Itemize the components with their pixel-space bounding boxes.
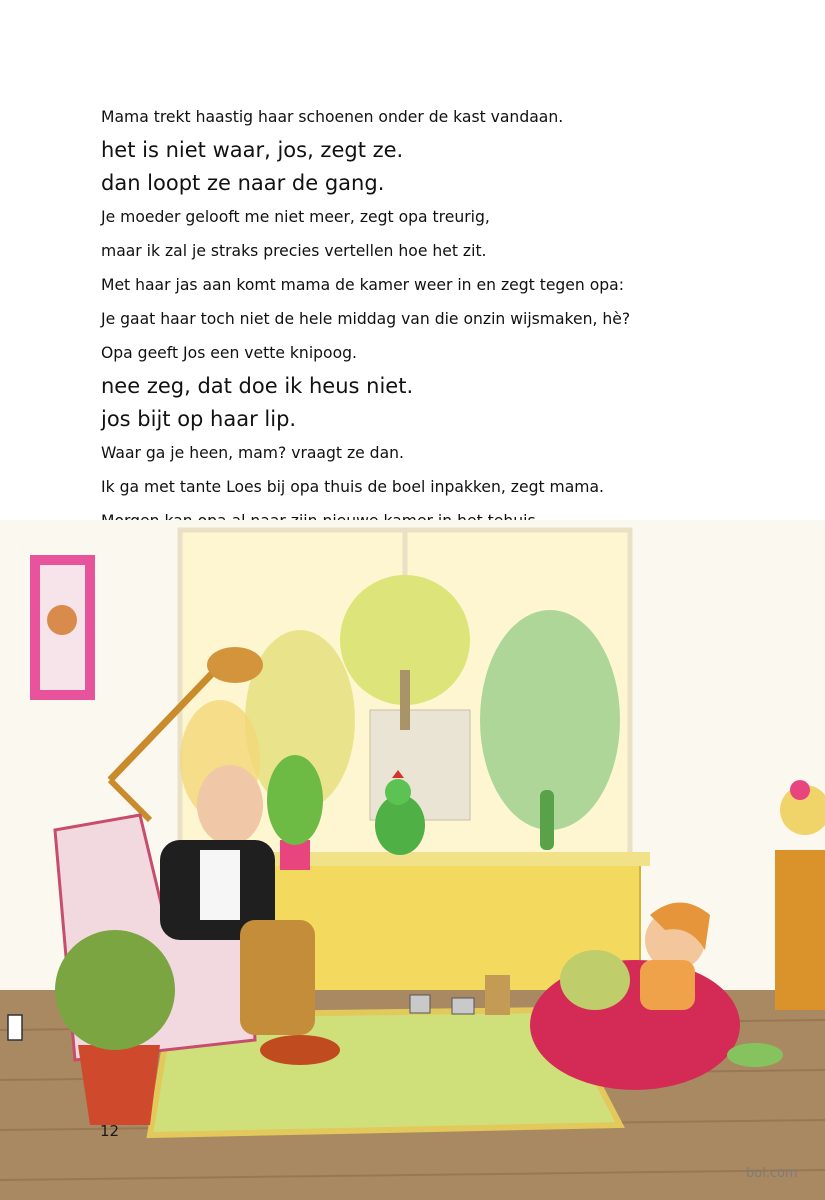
dresser <box>775 780 825 1010</box>
story-line: maar ik zal je straks precies vertellen hoe het zit. <box>101 242 487 260</box>
story-line: Waar ga je heen, mam? vraagt ze dan. <box>101 444 404 462</box>
story-line: nee zeg, dat doe ik heus niet. <box>101 374 414 398</box>
cactus-icon <box>540 790 554 850</box>
watermark: bol.com <box>746 1166 798 1181</box>
story-line: dan loopt ze naar de gang. <box>101 171 385 195</box>
story-line: Je gaat haar toch niet de hele middag van die onzin wijsmaken, hè? <box>101 310 631 328</box>
story-line: Mama trekt haastig haar schoenen onder de kast vandaan. <box>101 108 564 126</box>
story-line: jos bijt op haar lip. <box>101 407 297 431</box>
slippers-icon <box>727 1043 783 1067</box>
living-room-illustration <box>0 520 825 1200</box>
story-text <box>101 100 781 538</box>
story-line: het is niet waar, jos, zegt ze. <box>101 138 404 162</box>
story-line: Opa geeft Jos een vette knipoog. <box>101 344 357 362</box>
power-outlet-icon <box>8 1015 22 1040</box>
page-number: 12 <box>100 1122 120 1140</box>
story-line: Je moeder gelooft me niet meer, zegt opa treurig, <box>101 208 490 226</box>
story-line: Ik ga met tante Loes bij opa thuis de boel inpakken, zegt mama. <box>101 478 604 496</box>
picture-frame-icon <box>30 555 95 700</box>
story-line: Met haar jas aan komt mama de kamer weer in en zegt tegen opa: <box>101 276 624 294</box>
